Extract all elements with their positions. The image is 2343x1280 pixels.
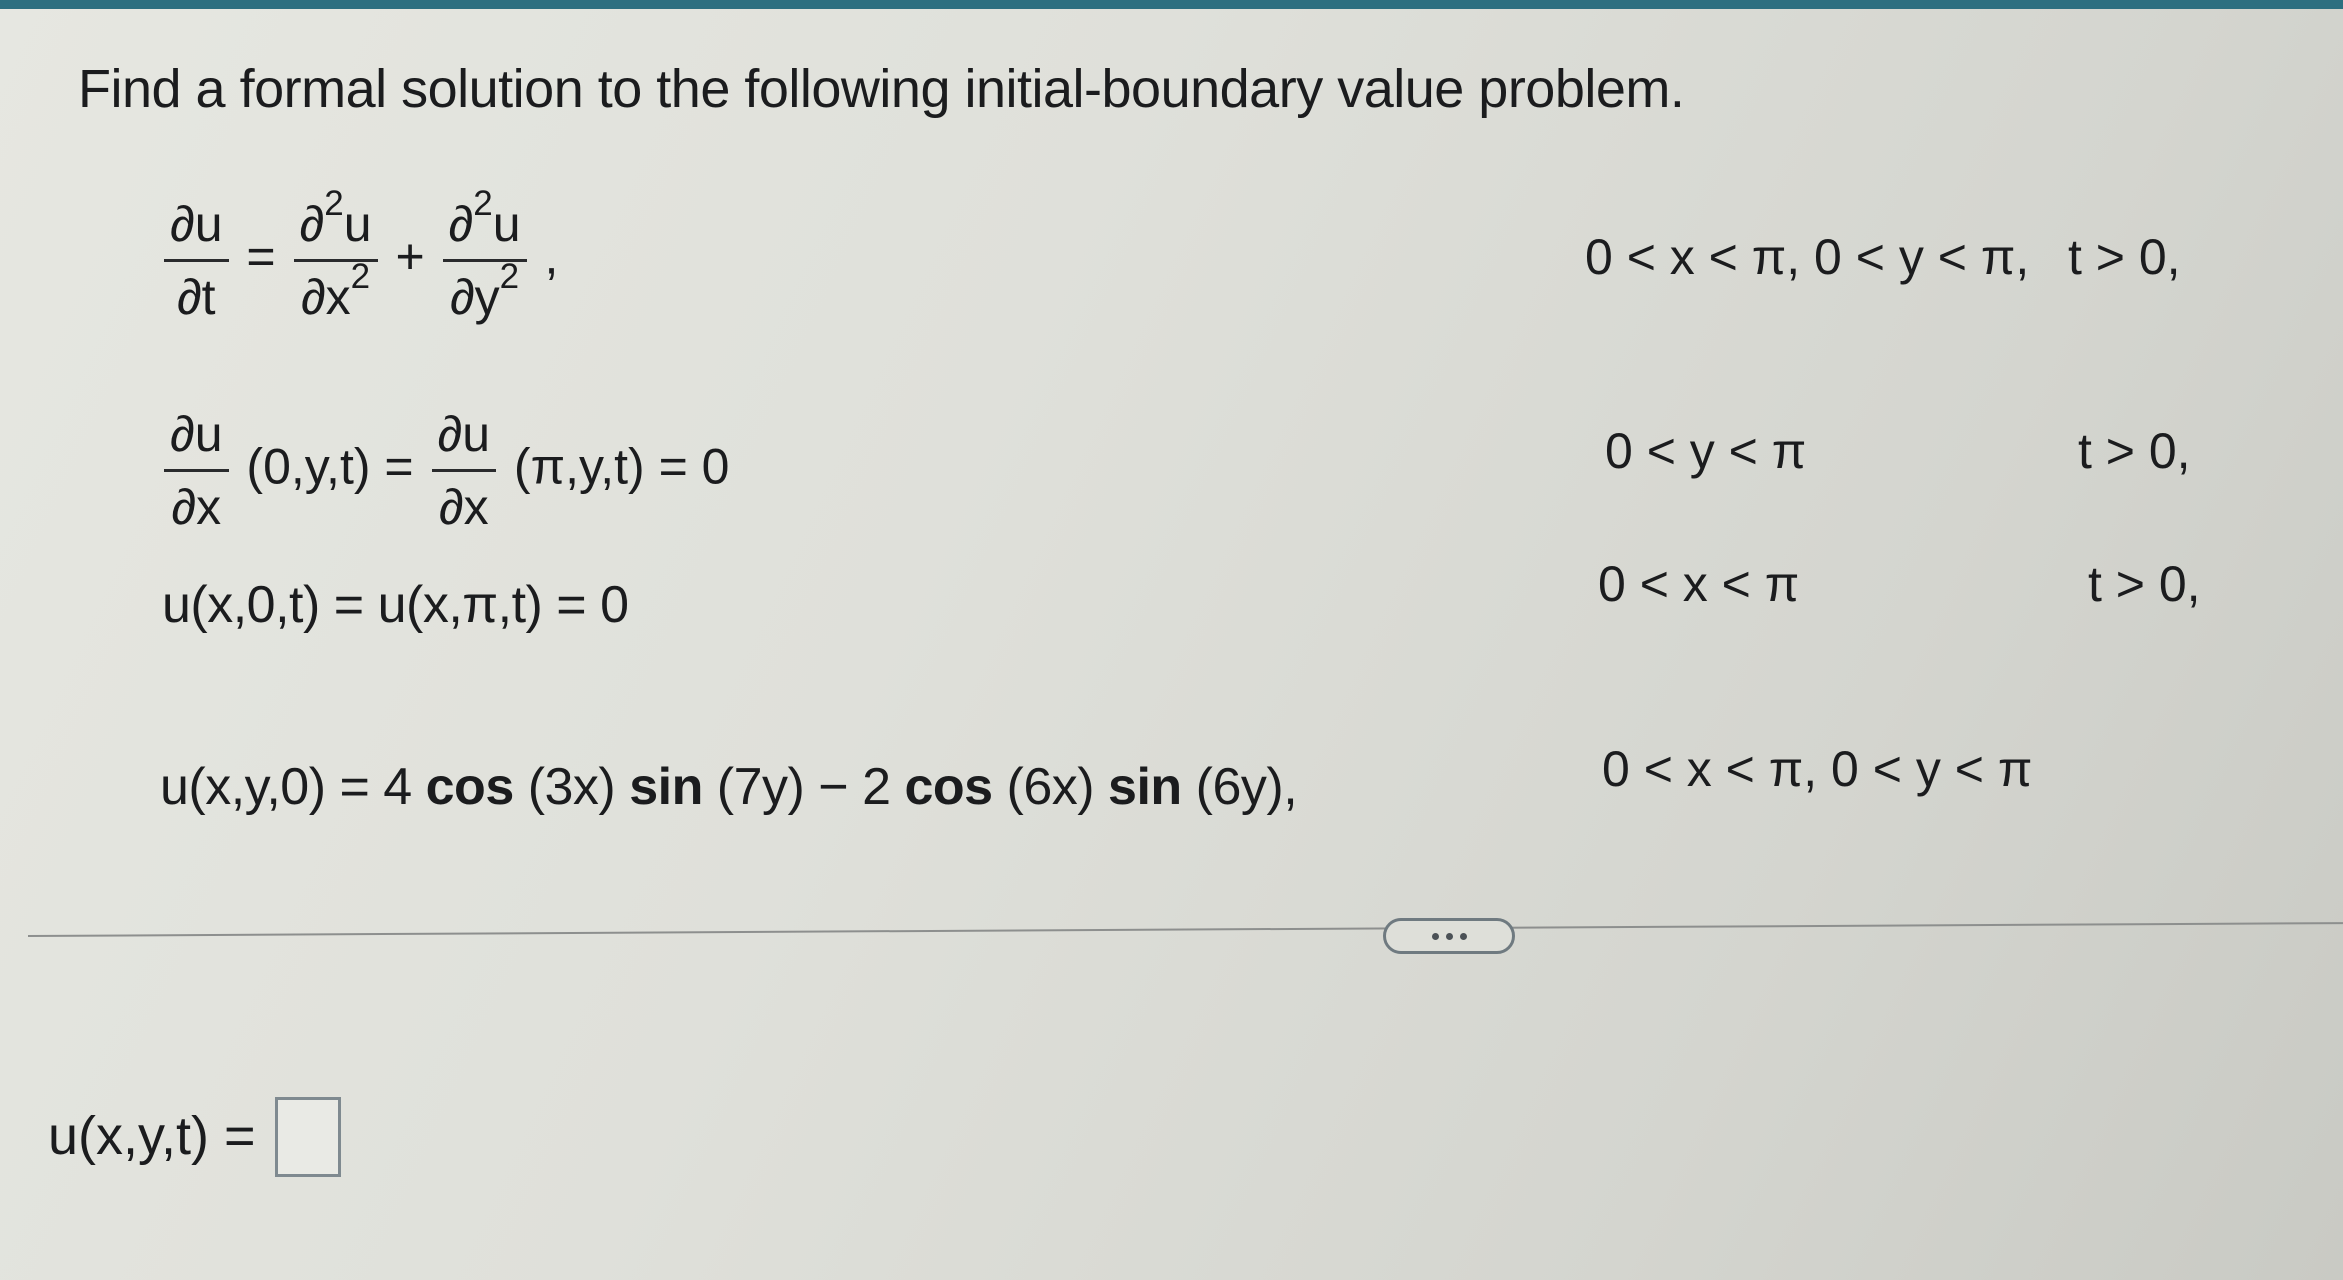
answer-label: u(x,y,t) = (48, 1106, 256, 1166)
pde-equation: $\frac{\partial u}{\partial t}$ = $\frac{\partial^2u}{\partial x^2}$ + $\frac{\partial^2u}{\partial y^2}$ , (160, 195, 558, 326)
bc-x-domain: 0 < y < π (1605, 423, 1807, 479)
ellipsis-icon (1446, 933, 1453, 940)
bc-y-domain: 0 < x < π (1598, 556, 1800, 612)
plus-sign: + (395, 228, 425, 285)
initial-condition: u(x,y,0) = 4 cos (3x) sin (7y) − 2 cos (6x) sin (6y), (160, 758, 1298, 816)
du-dt-fraction: $\frac{\partial u}{\partial t}$ (164, 195, 229, 326)
bc-y-time: t > 0, (2088, 556, 2201, 612)
top-accent-bar (0, 0, 2343, 9)
d2u-dy2-fraction: $\frac{\partial^2u}{\partial y^2}$ (443, 195, 527, 326)
ellipsis-icon (1460, 933, 1467, 940)
equals-sign: = (246, 228, 276, 285)
pde-time: t > 0, (2068, 229, 2181, 285)
bc-x-equation: $\frac{\partial u}{\partial x}$ (0,y,t) = $\frac{\partial u}{\partial x}$ (π,y,t) = 0 (160, 405, 729, 536)
ellipsis-icon (1432, 933, 1439, 940)
du-dx-fraction: $\frac{\partial u}{\partial x}$ (164, 405, 229, 536)
bc-y-equation: u(x,0,t) = u(x,π,t) = 0 (162, 576, 629, 634)
problem-title: Find a formal solution to the following initial-boundary value problem. (78, 59, 1685, 119)
answer-input[interactable] (275, 1097, 341, 1177)
ic-domain: 0 < x < π, 0 < y < π (1602, 741, 2033, 797)
bc-x-time: t > 0, (2078, 423, 2191, 479)
du-dx-fraction: $\frac{\partial u}{\partial x}$ (432, 405, 497, 536)
section-divider (28, 922, 2343, 937)
d2u-dx2-fraction: $\frac{\partial^2u}{\partial x^2}$ (294, 195, 378, 326)
show-more-button[interactable] (1383, 918, 1515, 954)
pde-domain: 0 < x < π, 0 < y < π, (1585, 229, 2030, 285)
